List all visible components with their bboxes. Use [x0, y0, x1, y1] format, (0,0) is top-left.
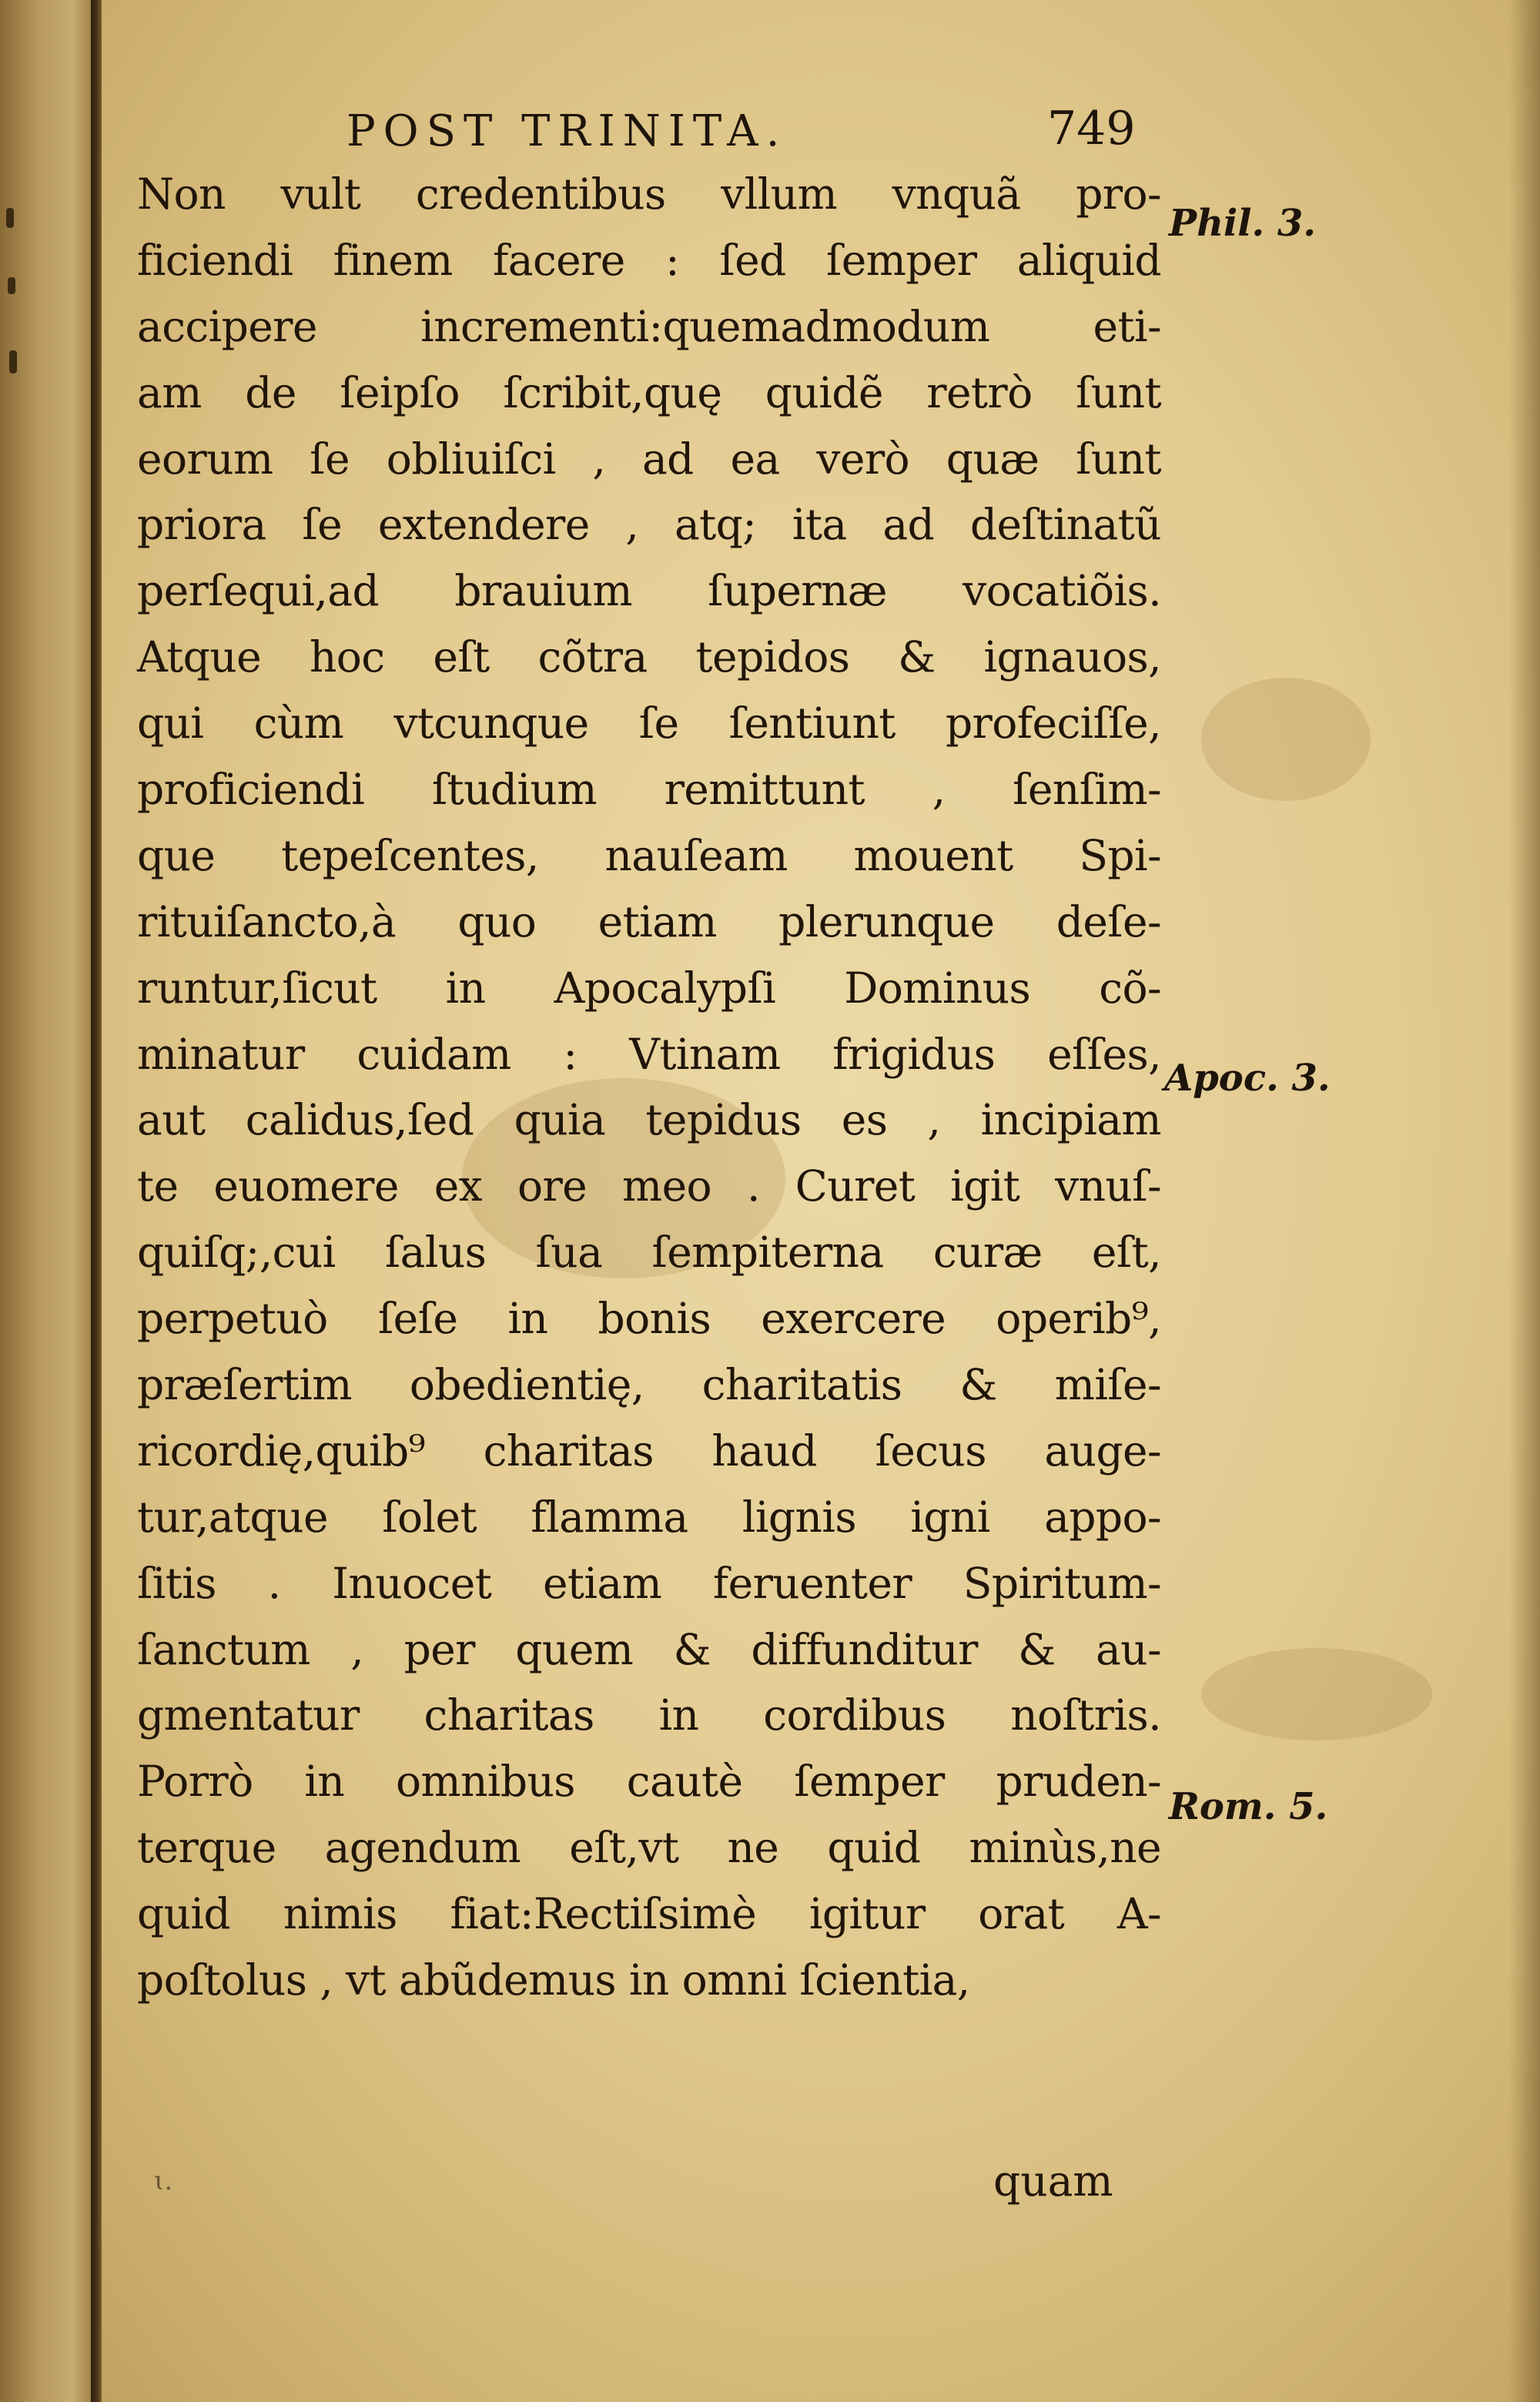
- text-line: runtur,ſicut in Apocalypſi Dominus cõ-: [137, 963, 1161, 1013]
- running-head: [139, 102, 1217, 160]
- text-line: Atque hoc eſt cõtra tepidos & ignauos,: [137, 632, 1161, 682]
- text-line: rituiſancto,à quo etiam plerunque deſe-: [137, 896, 1161, 946]
- page-number: 749: [1047, 102, 1136, 156]
- text-line: ricordię,quib⁹ charitas haud ſecus auge-: [137, 1425, 1161, 1476]
- text-line: qui cùm vtcunque ſe ſentiunt profeciſſe,: [137, 698, 1161, 749]
- body-text: [137, 162, 1161, 2014]
- book-gutter: [91, 0, 102, 2402]
- text-line: te euomere ex ore meo . Curet igit vnuſ-: [137, 1161, 1161, 1211]
- catchword: quam: [993, 2156, 1113, 2206]
- page-right-edge: [1509, 0, 1540, 2402]
- text-line: am de ſeipſo ſcribit,quę quidẽ retrò ſunt: [137, 367, 1161, 417]
- running-title: POST TRINITA.: [346, 106, 788, 156]
- text-line: ficiendi finem facere : ſed ſemper aliquid: [137, 235, 1161, 285]
- paper-stain: [1201, 1648, 1432, 1740]
- text-line: ſanctum , per quem & diffunditur & au-: [137, 1624, 1161, 1674]
- text-line: præſertim obedientię, charitatis & miſe-: [137, 1360, 1161, 1410]
- bleed-through-mark: [9, 350, 17, 374]
- text-line: eorum ſe obliuiſci , ad ea verò quæ ſunt: [137, 434, 1161, 484]
- text-line: minatur cuidam : Vtinam frigidus eſſes,: [137, 1029, 1161, 1079]
- text-line: quiſq;,cui ſalus ſua ſempiterna curæ eſt,: [137, 1228, 1161, 1278]
- paper-stain: [1201, 678, 1371, 801]
- text-line: tur,atque ſolet flamma lignis igni appo-: [137, 1492, 1161, 1542]
- margin-note-apoc: Apoc. 3.: [1164, 1057, 1331, 1100]
- text-line: quid nimis fiat:Rectiſsimè igitur orat A-: [137, 1889, 1161, 1939]
- text-line: proficiendi ſtudium remittunt , ſenſim-: [137, 765, 1161, 815]
- bleed-through-mark: [8, 277, 15, 294]
- margin-note-rom: Rom. 5.: [1169, 1785, 1328, 1828]
- margin-note-phil: Phil. 3.: [1169, 202, 1316, 245]
- text-line: aut calidus,ſed quia tepidus es , incipiam: [137, 1095, 1161, 1145]
- text-line: gmentatur charitas in cordibus noſtris.: [137, 1690, 1161, 1740]
- bleed-through-mark: [6, 208, 14, 228]
- text-line: ſitis . Inuocet etiam feruenter Spiritum-: [137, 1558, 1161, 1608]
- text-line: que tepeſcentes, nauſeam mouent Spi-: [137, 830, 1161, 880]
- signature-mark: ɩ.: [154, 2166, 173, 2196]
- text-line: perſequi,ad brauium ſupernæ vocatiõis.: [137, 566, 1161, 616]
- text-line: accipere incrementi:quemadmodum eti-: [137, 301, 1161, 351]
- text-line: poſtolus , vt abũdemus in omni ſcientia,: [137, 1955, 970, 2005]
- text-line: perpetuò ſeſe in bonis exercere operib⁹,: [137, 1294, 1161, 1344]
- text-line: terque agendum eſt,vt ne quid minùs,ne: [137, 1823, 1161, 1873]
- text-line: priora ſe extendere , atq; ita ad deſtinatũ: [137, 500, 1161, 550]
- text-line: Porrò in omnibus cautè ſemper pruden-: [137, 1757, 1161, 1807]
- text-line: Non vult credentibus vllum vnquã pro-: [137, 169, 1161, 219]
